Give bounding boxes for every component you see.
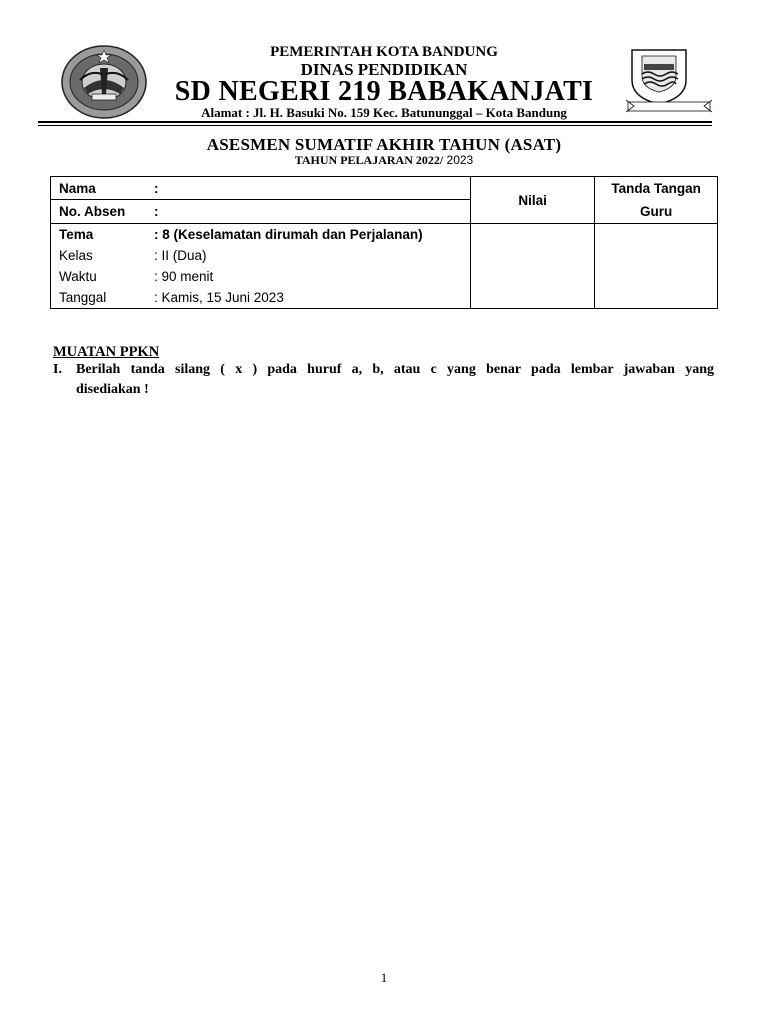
absen-field[interactable]: : xyxy=(154,203,159,219)
section-title: MUATAN PPKN xyxy=(53,344,160,360)
school-name: SD NEGERI 219 BABAKANJATI xyxy=(174,76,594,107)
tema-row xyxy=(51,224,470,245)
government-name: PEMERINTAH KOTA BANDUNG xyxy=(270,44,498,60)
academic-year-suffix: 2023 xyxy=(443,153,474,167)
signature-header xyxy=(595,177,718,224)
instruction-line2: disediakan ! xyxy=(76,382,149,397)
school-address: Alamat : Jl. H. Basuki No. 159 Kec. Batununggal – Kota Bandung xyxy=(201,105,567,120)
kelas-label: Kelas xyxy=(59,248,93,263)
nama-field[interactable]: : xyxy=(154,180,159,196)
signature-label-line1: Tanda Tangan xyxy=(611,181,701,196)
instruction-line1: Berilah tanda silang ( x ) pada huruf a, b, atau c yang benar pada lembar jawaban yang xyxy=(76,362,714,377)
waktu-value: : 90 menit xyxy=(154,269,214,284)
page-number: 1 xyxy=(380,970,388,985)
identity-cell xyxy=(51,177,471,224)
kelas-value: : II (Dua) xyxy=(154,248,207,263)
tema-label: Tema xyxy=(59,227,94,242)
nama-label: Nama xyxy=(59,180,96,196)
absen-label: No. Absen xyxy=(59,203,126,219)
signature-label-line2: Guru xyxy=(640,204,673,219)
instruction xyxy=(53,360,714,400)
header-divider-thick xyxy=(38,121,712,123)
department-name: DINAS PENDIDIKAN xyxy=(300,60,468,79)
exam-title: ASESMEN SUMATIF AKHIR TAHUN (ASAT) xyxy=(206,135,562,154)
nilai-field[interactable] xyxy=(470,224,595,309)
exam-detail-cell xyxy=(51,224,471,309)
nama-row xyxy=(51,177,470,199)
tanggal-label: Tanggal xyxy=(59,290,107,305)
school-emblem-icon xyxy=(60,44,148,120)
waktu-label: Waktu xyxy=(59,269,97,284)
tanggal-value: : Kamis, 15 Juni 2023 xyxy=(154,290,284,305)
waktu-row xyxy=(51,266,470,287)
tanggal-row xyxy=(51,287,470,308)
nilai-header: Nilai xyxy=(470,177,595,224)
absen-row xyxy=(51,199,470,222)
instruction-number: I. xyxy=(53,362,62,377)
student-info-table xyxy=(50,176,718,309)
bandung-city-seal-icon xyxy=(624,46,714,116)
academic-year xyxy=(0,153,768,168)
academic-year-prefix: TAHUN PELAJARAN 2022/ xyxy=(294,153,444,167)
signature-field[interactable] xyxy=(595,224,718,309)
header-divider-thin xyxy=(38,125,712,126)
kelas-row xyxy=(51,245,470,266)
tema-value: : 8 (Keselamatan dirumah dan Perjalanan) xyxy=(154,227,423,242)
